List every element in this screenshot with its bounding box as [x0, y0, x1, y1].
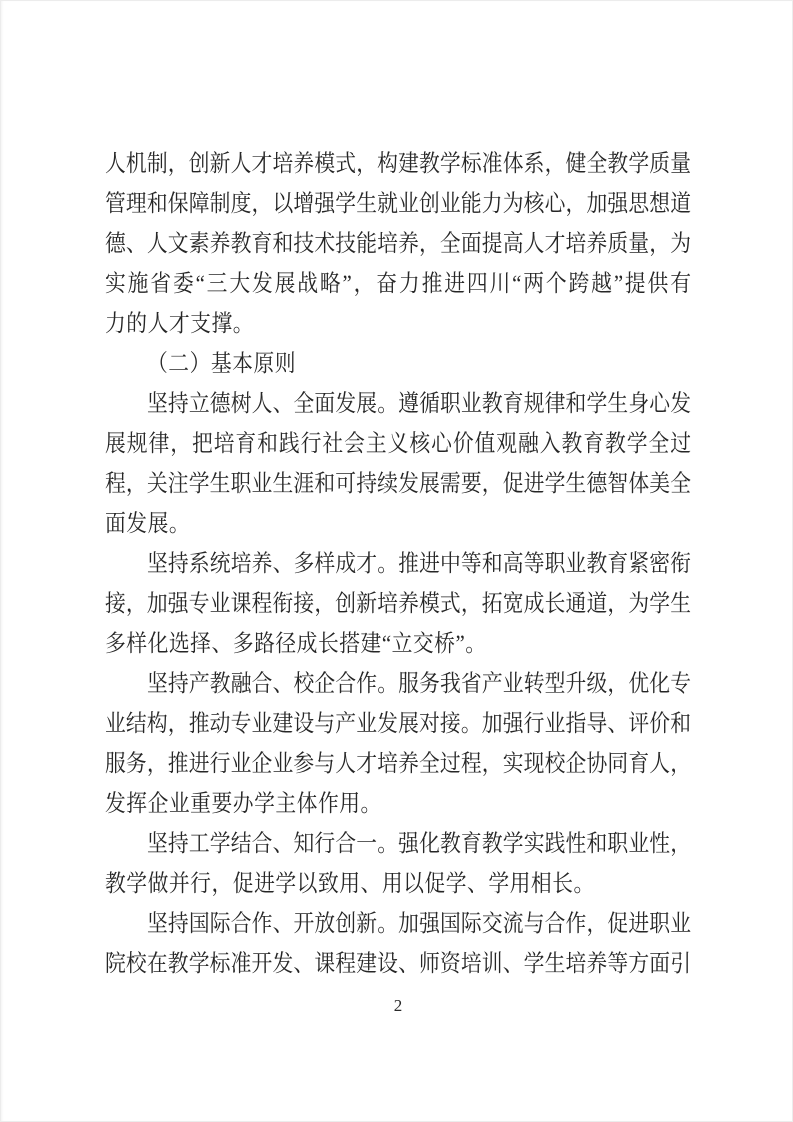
text-line: 坚持国际合作、开放创新。加强国际交流与合作，促进职业	[147, 910, 691, 937]
text-line: 教学做并行，促进学以致用、用以促学、学用相长。	[105, 870, 595, 897]
text-line: 发挥企业重要办学主体作用。	[105, 790, 382, 817]
text-line: 面发展。	[105, 510, 191, 537]
text-line: 力的人才支撑。	[105, 310, 255, 337]
text-line: 坚持立德树人、全面发展。遵循职业教育规律和学生身心发	[147, 390, 691, 417]
page-number: 2	[393, 996, 403, 1015]
text-line: 管理和保障制度，以增强学生就业创业能力为核心，加强思想道	[105, 190, 691, 217]
section-heading: （二）基本原则	[147, 350, 297, 377]
text-line: 程，关注学生职业生涯和可持续发展需要，促进学生德智体美全	[105, 470, 691, 497]
document-text-block	[105, 144, 691, 984]
text-line: 服务，推进行业企业参与人才培养全过程，实现校企协同育人，	[105, 750, 691, 777]
text-line: 接，加强专业课程衔接，创新培养模式，拓宽成长通道，为学生	[105, 590, 691, 617]
text-line: 人机制，创新人才培养模式，构建教学标准体系，健全教学质量	[105, 150, 691, 177]
text-line: 坚持系统培养、多样成才。推进中等和高等职业教育紧密衔	[147, 550, 691, 577]
text-line: 坚持产教融合、校企合作。服务我省产业转型升级，优化专	[147, 670, 691, 697]
text-line: 展规律，把培育和践行社会主义核心价值观融入教育教学全过	[105, 430, 691, 457]
text-line: 多样化选择、多路径成长搭建“立交桥”。	[105, 630, 487, 657]
text-line: 业结构，推动专业建设与产业发展对接。加强行业指导、评价和	[105, 710, 691, 737]
text-line: 实施省委“三大发展战略”，奋力推进四川“两个跨越”提供有	[105, 270, 691, 297]
text-line: 德、人文素养教育和技术技能培养，全面提高人才培养质量，为	[105, 230, 691, 257]
text-line: 院校在教学标准开发、课程建设、师资培训、学生培养等方面引	[105, 950, 691, 977]
text-line: 坚持工学结合、知行合一。强化教育教学实践性和职业性，	[147, 830, 691, 857]
